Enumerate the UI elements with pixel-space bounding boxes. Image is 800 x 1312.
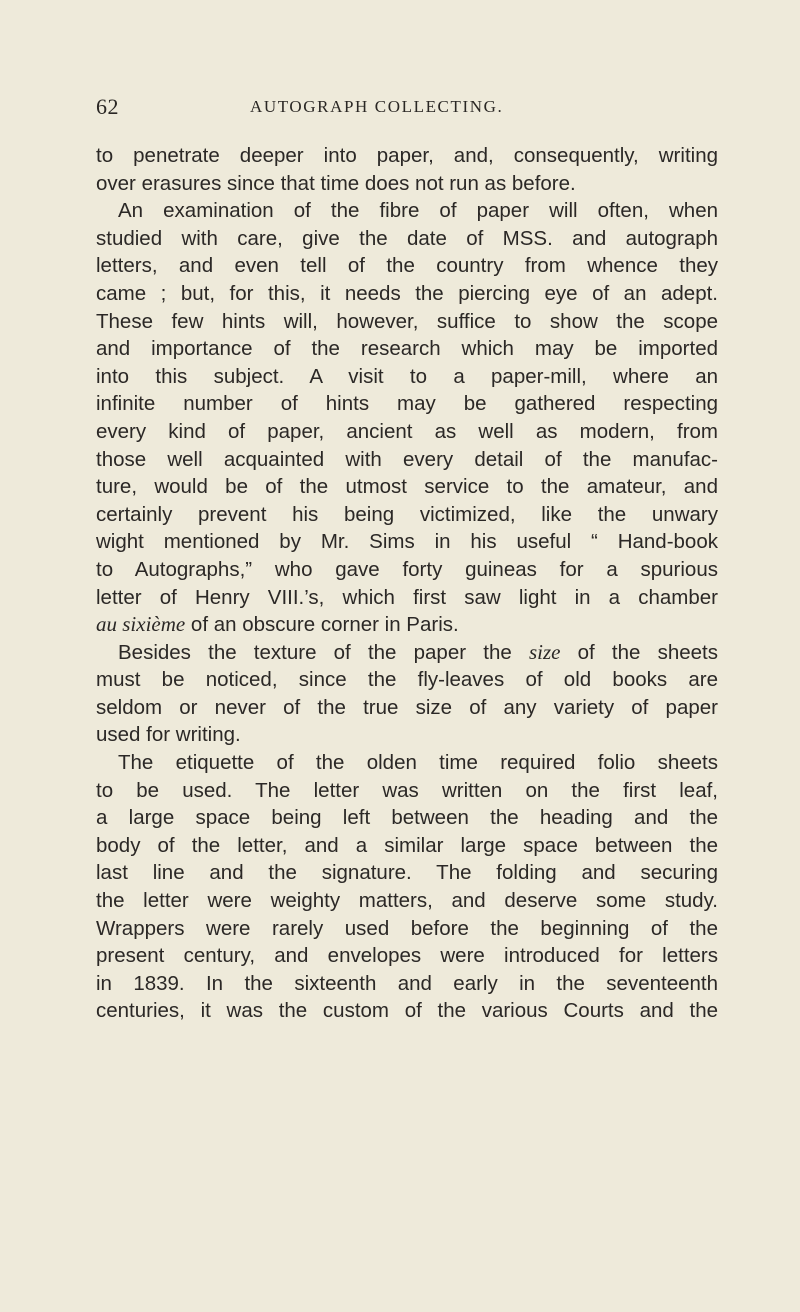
text-line: came ; but, for this, it needs the piercing eye of an adept. (96, 281, 718, 305)
text-line: wight mentioned by Mr. Sims in his useful “ Hand-book (96, 530, 718, 554)
text-line: certainly prevent his being victimized, like the unwary (96, 502, 718, 526)
text-line: used for writing. (96, 723, 241, 747)
text-segment: of an obscure corner in Paris. (185, 613, 459, 637)
text-line: seldom or never of the true size of any variety of paper (96, 695, 718, 719)
text-line: letters, and even tell of the country from whence they (96, 254, 718, 278)
text-segment: Besides the texture of the paper the (118, 640, 529, 664)
body-text (96, 142, 718, 1025)
text-line: centuries, it was the custom of the various Courts and the (96, 999, 718, 1023)
text-line: infinite number of hints may be gathered respecting (96, 392, 718, 416)
text-line: Wrappers were rarely used before the beginning of the (96, 916, 718, 940)
text-line: in 1839. In the sixteenth and early in the seventeenth (96, 971, 718, 995)
text-line: to be used. The letter was written on the first leaf, (96, 778, 718, 802)
text-line: to Autographs,” who gave forty guineas for a spurious (96, 557, 718, 581)
text-line (96, 611, 718, 639)
italic-text: au sixième (96, 612, 186, 637)
text-line: those well acquainted with every detail of the manufac- (96, 447, 718, 471)
text-line: every kind of paper, ancient as well as modern, from (96, 419, 718, 443)
text-line: studied with care, give the date of MSS. and autograph (96, 226, 718, 250)
running-title: AUTOGRAPH COLLECTING. (250, 97, 504, 116)
text-line: to penetrate deeper into paper, and, consequently, writing (96, 144, 718, 167)
text-line: The etiquette of the olden time required folio sheets (118, 751, 718, 775)
text-line: over erasures since that time does not run as before. (96, 171, 576, 195)
page-number: 62 (96, 94, 119, 119)
text-line: An examination of the fibre of paper will often, when (118, 199, 718, 223)
text-line: the letter were weighty matters, and deserve some study. (96, 889, 718, 913)
text-line: These few hints will, however, suffice to show the scope (96, 309, 718, 333)
italic-text: size (528, 639, 561, 664)
text-line (96, 639, 718, 667)
text-line: body of the letter, and a similar large space between the (96, 833, 718, 857)
text-line: a large space being left between the heading and the (96, 806, 718, 830)
text-line: into this subject. A visit to a paper-mill, where an (96, 364, 718, 388)
text-line: last line and the signature. The folding and securing (96, 861, 718, 885)
text-line: present century, and envelopes were introduced for letters (96, 944, 718, 968)
text-line: ture, would be of the utmost service to the amateur, and (96, 475, 718, 499)
page-header (96, 94, 716, 124)
text-segment: of the sheets (560, 640, 718, 664)
text-line: letter of Henry VIII.’s, which first saw light in a chamber (96, 585, 718, 609)
text-line: and importance of the research which may be imported (96, 337, 718, 361)
text-line: must be noticed, since the fly-leaves of old books are (96, 668, 718, 692)
